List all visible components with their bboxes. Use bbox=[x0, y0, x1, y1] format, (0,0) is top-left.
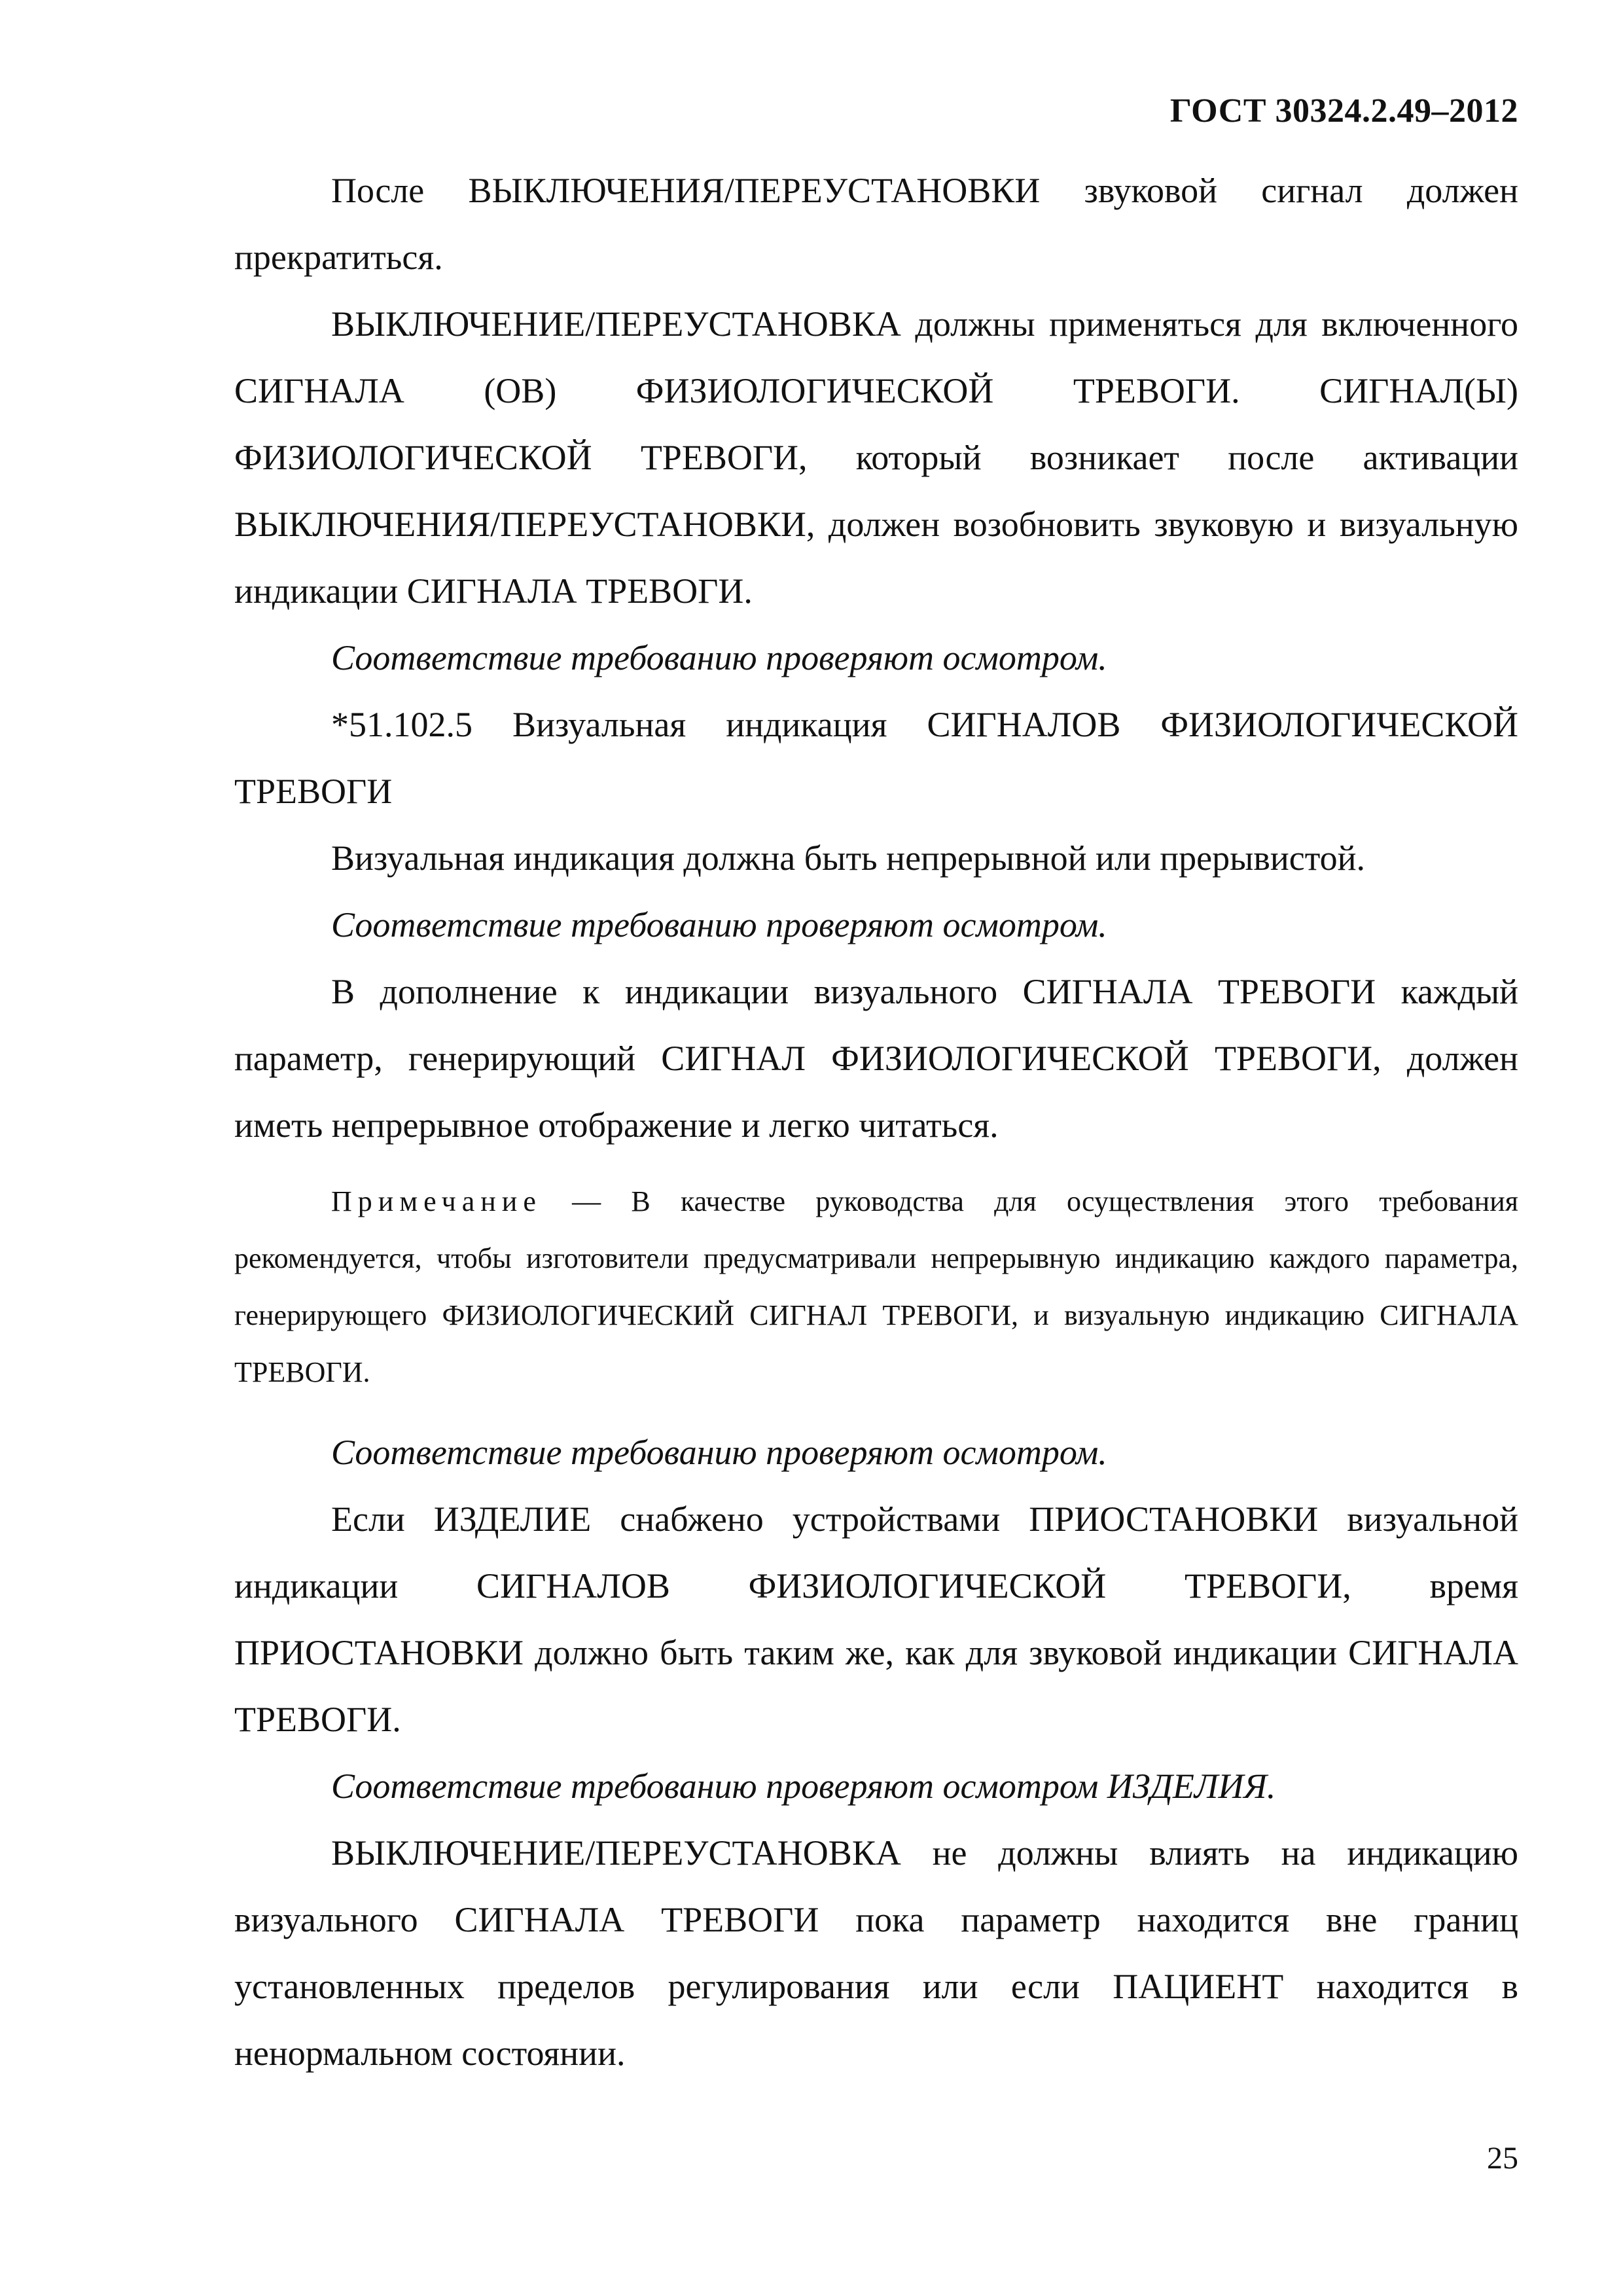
note-block bbox=[234, 1173, 1518, 1401]
paragraph-reset-stop-sound: После ВЫКЛЮЧЕНИЯ/ПЕРЕУСТАНОВКИ звуковой сигнал должен прекратиться. bbox=[234, 171, 1518, 277]
section-heading-51-102-5: *51.102.5 Визуальная индикация СИГНАЛОВ ФИЗИОЛОГИЧЕСКОЙ ТРЕВОГИ bbox=[234, 705, 1518, 811]
compliance-check-device: Соответствие требованию проверяют осмотром ИЗДЕЛИЯ. bbox=[331, 1767, 1276, 1806]
document-body bbox=[234, 157, 1518, 2087]
note-label: Примечание bbox=[331, 1185, 542, 1217]
compliance-check: Соответствие требованию проверяют осмотром. bbox=[331, 1433, 1107, 1472]
paragraph-visual-indication: Визуальная индикация должна быть непрерывной или прерывистой. bbox=[331, 838, 1366, 878]
note-text: — В качестве руководства для осуществления этого требования рекомендуется, чтобы изготовители предусматривали непрерывную индикацию каждого параметра, генерирующего ФИЗИОЛОГИЧЕСКИЙ СИГНАЛ ТРЕВОГИ, и визуальную индикацию СИГНАЛА ТРЕВОГИ. bbox=[234, 1185, 1518, 1388]
paragraph-reset-no-effect: ВЫКЛЮЧЕНИЕ/ПЕРЕУСТАНОВКА не должны влиять на индикацию визуального СИГНАЛА ТРЕВОГИ пока параметр находится вне границ установленных пределов регулирования или если ПАЦИЕНТ находится в ненормальном состоянии. bbox=[234, 1833, 1518, 2073]
compliance-check: Соответствие требованию проверяют осмотром. bbox=[331, 638, 1107, 677]
paragraph-pause-visual: Если ИЗДЕЛИЕ снабжено устройствами ПРИОСТАНОВКИ визуальной индикации СИГНАЛОВ ФИЗИОЛОГИЧЕСКОЙ ТРЕВОГИ, время ПРИОСТАНОВКИ должно быть таким же, как для звуковой индикации СИГНАЛА ТРЕВОГИ. bbox=[234, 1499, 1518, 1739]
compliance-check: Соответствие требованию проверяют осмотром. bbox=[331, 905, 1107, 944]
paragraph-parameter-display: В дополнение к индикации визуального СИГНАЛА ТРЕВОГИ каждый параметр, генерирующий СИГНАЛ ФИЗИОЛОГИЧЕСКОЙ ТРЕВОГИ, должен иметь непрерывное отображение и легко читаться. bbox=[234, 972, 1518, 1145]
document-code-header: ГОСТ 30324.2.49–2012 bbox=[1169, 92, 1518, 130]
page-number: 25 bbox=[1487, 2141, 1518, 2176]
paragraph-reset-application: ВЫКЛЮЧЕНИЕ/ПЕРЕУСТАНОВКА должны применяться для включенного СИГНАЛА (ОВ) ФИЗИОЛОГИЧЕСКОЙ ТРЕВОГИ. СИГНАЛ(Ы) ФИЗИОЛОГИЧЕСКОЙ ТРЕВОГИ, который возникает после активации ВЫКЛЮЧЕНИЯ/ПЕРЕУСТАНОВКИ, должен возобновить звуковую и визуальную индикации СИГНАЛА ТРЕВОГИ. bbox=[234, 304, 1518, 611]
